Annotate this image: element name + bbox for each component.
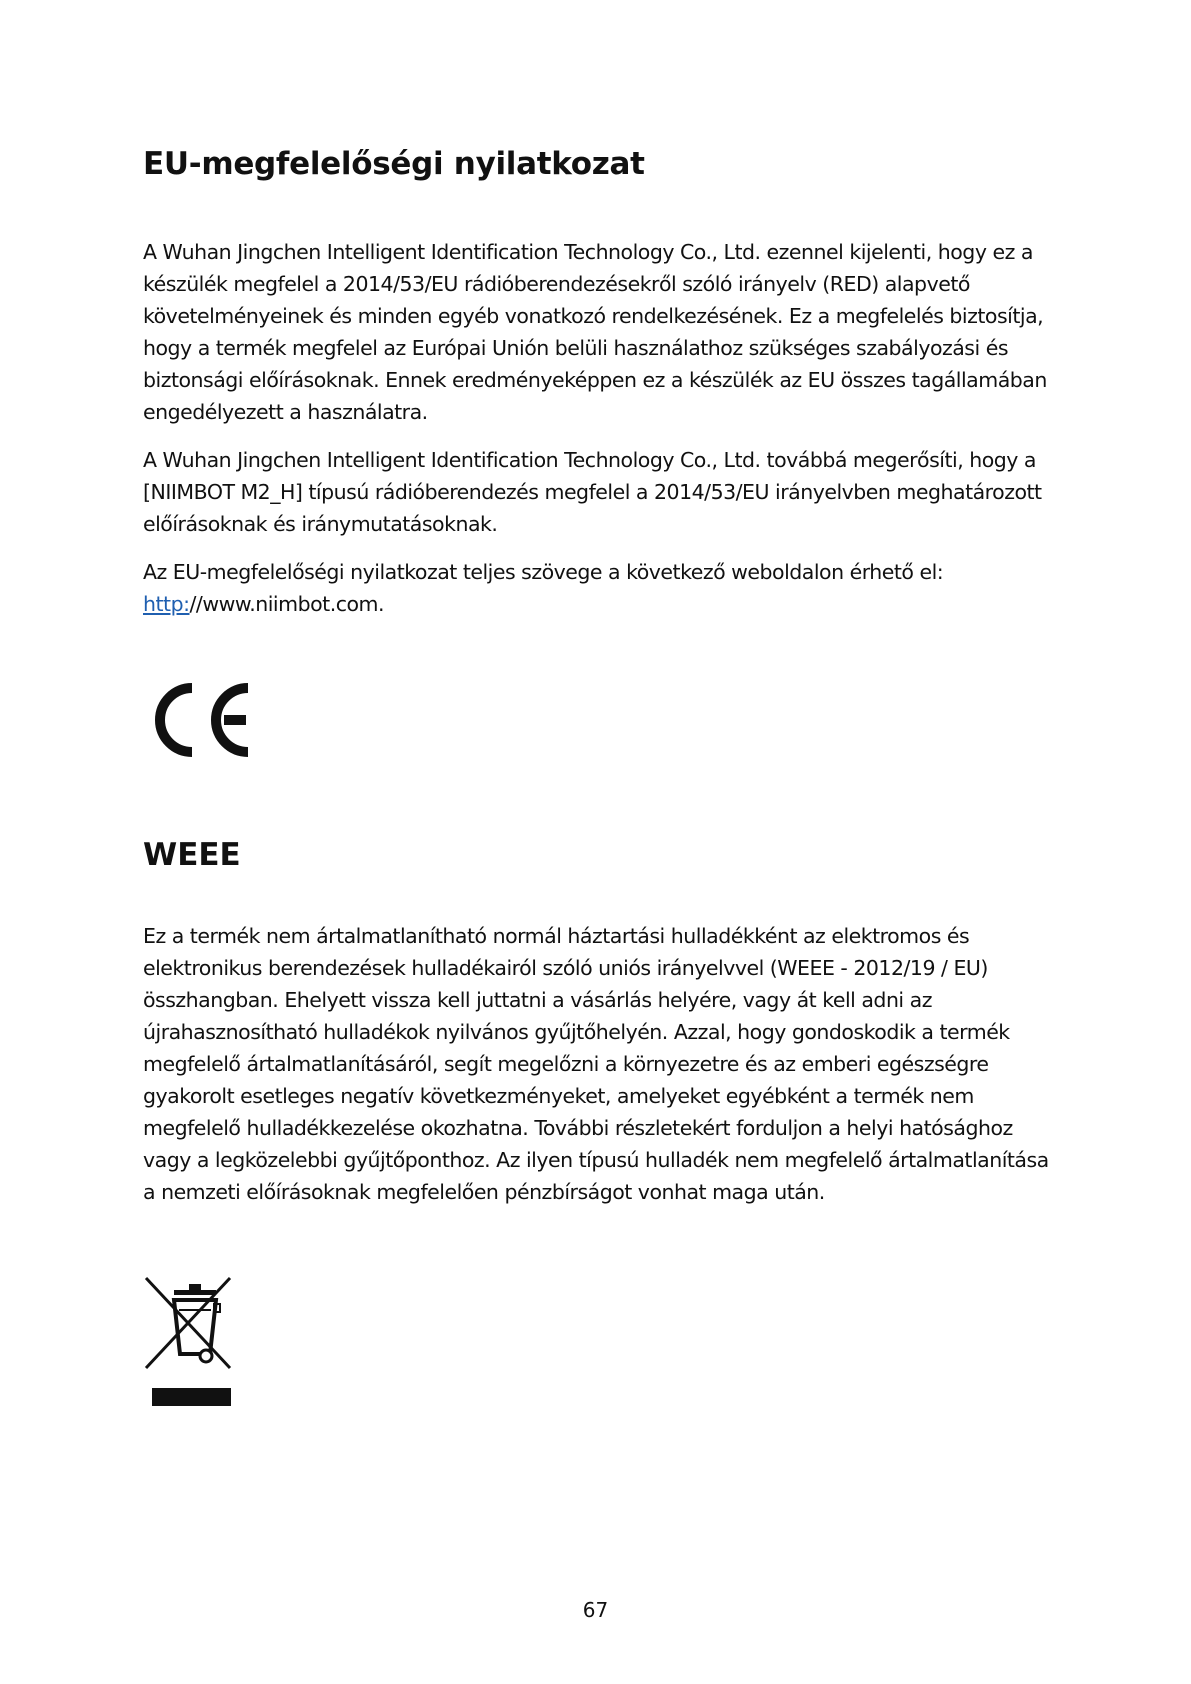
text-line: elektronikus berendezések hulladékairól szóló uniós irányelvvel (WEEE - 2012/19 / EU) (143, 956, 988, 980)
text-line: előírásoknak és iránymutatásoknak. (143, 512, 498, 536)
weee-paragraph (143, 920, 1049, 1208)
page-number: 67 (582, 1598, 609, 1622)
page-title: EU-megfelelőségi nyilatkozat (143, 146, 645, 182)
confirmation-paragraph (143, 444, 1042, 540)
text-line: újrahasznosítható hulladékok nyilvános gyűjtőhelyén. Azzal, hogy gondoskodik a termék (143, 1020, 1010, 1044)
weee-heading: WEEE (143, 837, 241, 873)
text-line: összhangban. Ehelyett vissza kell juttatni a vásárlás helyére, vagy át kell adni az (143, 988, 932, 1012)
website-link[interactable]: http: (143, 592, 190, 616)
text-line: Ez a termék nem ártalmatlanítható normál háztartási hulladékként az elektromos és (143, 924, 970, 948)
declaration-paragraph (143, 236, 1047, 428)
text-line: gyakorolt esetleges negatív következményeket, amelyeket egyébként a termék nem (143, 1084, 974, 1108)
text-line: A Wuhan Jingchen Intelligent Identification Technology Co., Ltd. ezennel kijelenti, hogy ez a (143, 240, 1033, 264)
text-line: megfelelő hulladékkezelése okozhatna. További részletekért forduljon a helyi hatósághoz (143, 1116, 1013, 1140)
text-line: hogy a termék megfelel az Európai Unión belüli használathoz szükséges szabályozási és (143, 336, 1008, 360)
text-line: a nemzeti előírásoknak megfelelően pénzbírságot vonhat maga után. (143, 1180, 825, 1204)
text-line: engedélyezett a használatra. (143, 400, 428, 424)
text-line: A Wuhan Jingchen Intelligent Identification Technology Co., Ltd. továbbá megerősíti, hogy a (143, 448, 1036, 472)
crossed-out-bin-icon (144, 1276, 240, 1412)
text-line: Az EU-megfelelőségi nyilatkozat teljes szövege a következő weboldalon érhető el: (143, 560, 944, 584)
text-line: [NIIMBOT M2_H] típusú rádióberendezés megfelel a 2014/53/EU irányelvben meghatározott (143, 480, 1042, 504)
text-line: vagy a legközelebbi gyűjtőponthoz. Az ilyen típusú hulladék nem megfelelő ártalmatlanítása (143, 1148, 1049, 1172)
ce-mark-icon (142, 680, 254, 760)
text-line: készülék megfelel a 2014/53/EU rádióberendezésekről szóló irányelv (RED) alapvető (143, 272, 970, 296)
website-address: //www.niimbot.com. (189, 592, 385, 616)
text-line: követelményeinek és minden egyéb vonatkozó rendelkezésének. Ez a megfelelés biztosítja, (143, 304, 1044, 328)
text-line: megfelelő ártalmatlanításáról, segít megelőzni a környezetre és az emberi egészségre (143, 1052, 989, 1076)
full-text-paragraph (143, 556, 943, 620)
website-line (143, 588, 943, 620)
text-line: biztonsági előírásoknak. Ennek eredményeképpen ez a készülék az EU összes tagállamában (143, 368, 1047, 392)
